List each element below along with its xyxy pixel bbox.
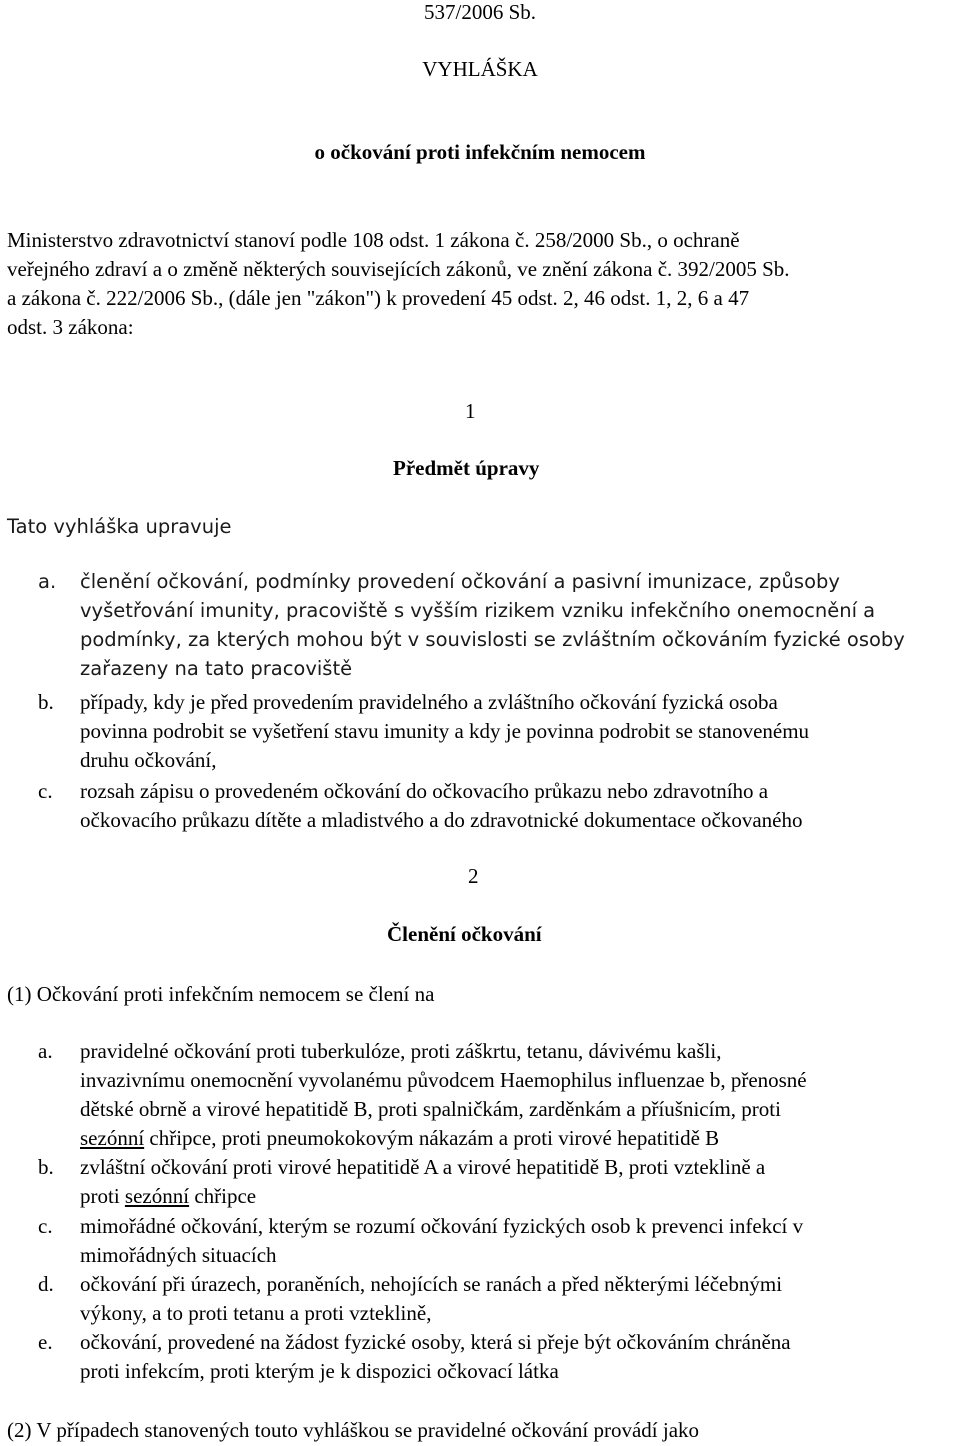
list-item-line: členění očkování, podmínky provedení očkování a pasivní imunizace, způsoby (80, 570, 840, 593)
list-item-line: podmínky, za kterých mohou být v souvislosti se zvláštním očkováním fyzické osoby (80, 628, 905, 651)
list-item-line: očkovacího průkazu dítěte a mladistvého a do zdravotnické dokumentace očkovaného (80, 808, 803, 832)
list-item-line: invazivnímu onemocnění vyvolanému původcem Haemophilus influenzae b, přenosné (80, 1068, 807, 1092)
preamble-line: veřejného zdraví a o změně některých souvisejících zákonů, ve znění zákona č. 392/2005 Sb. (7, 257, 790, 281)
section-1-number: 1 (465, 399, 476, 423)
document-type: VYHLÁŠKA (422, 57, 538, 81)
list-item-line: dětské obrně a virové hepatitidě B, proti spalničkám, zarděnkám a příušnicím, proti (80, 1097, 781, 1121)
list-item-line: druhu očkování, (80, 748, 217, 772)
list-marker: c. (38, 779, 53, 803)
list-item-line: pravidelné očkování proti tuberkulóze, proti záškrtu, tetanu, dávivému kašli, (80, 1039, 722, 1063)
list-item-line: vyšetřování imunity, pracoviště s vyšším rizikem vzniku infekčního onemocnění a (80, 599, 876, 622)
list-item-line (80, 1126, 719, 1151)
list-item-line: očkování, provedené na žádost fyzické osoby, která si přeje být očkováním chráněna (80, 1330, 791, 1354)
list-marker: b. (38, 1155, 54, 1179)
line-rest: chřipce, proti pneumokokovým nákazám a proti virové hepatitidě B (144, 1126, 720, 1150)
preamble-line: Ministerstvo zdravotnictví stanoví podle 108 odst. 1 zákona č. 258/2000 Sb., o ochraně (7, 228, 740, 252)
section-2-heading: Členění očkování (387, 922, 542, 946)
list-item-line: zařazeny na tato pracoviště (80, 657, 353, 680)
list-marker: b. (38, 690, 54, 714)
document-title: o očkování proti infekčním nemocem (314, 140, 646, 164)
section-2-intro: (1) Očkování proti infekčním nemocem se člení na (7, 982, 435, 1006)
list-marker: a. (38, 1039, 53, 1063)
list-marker: c. (38, 1214, 53, 1238)
list-item-line: rozsah zápisu o provedeném očkování do očkovacího průkazu nebo zdravotního a (80, 779, 769, 803)
line-prefix: proti (80, 1184, 125, 1208)
list-item-line: proti infekcím, proti kterým je k dispozici očkovací látka (80, 1359, 559, 1383)
list-marker: a. (38, 570, 57, 593)
section-1-heading: Předmět úpravy (393, 456, 540, 480)
list-item-line (80, 1184, 256, 1209)
document-number: 537/2006 Sb. (423, 0, 536, 24)
section-1-intro: Tato vyhláška upravuje (7, 515, 232, 538)
section-2-number: 2 (468, 864, 479, 888)
list-item-line: případy, kdy je před provedením pravidelného a zvláštního očkování fyzická osoba (80, 690, 778, 714)
list-item-line: zvláštní očkování proti virové hepatitidě A a virové hepatitidě B, proti vzteklině a (80, 1155, 766, 1179)
underlined-term: sezónní (80, 1126, 145, 1150)
line-rest: chřipce (189, 1184, 257, 1208)
section-2-paragraph-2: (2) V případech stanovených touto vyhláškou se pravidelné očkování provádí jako (7, 1418, 700, 1442)
list-item-line: výkony, a to proti tetanu a proti vzteklině, (80, 1301, 432, 1325)
list-item-line: mimořádných situacích (80, 1243, 277, 1267)
list-item-line: mimořádné očkování, kterým se rozumí očkování fyzických osob k prevenci infekcí v (80, 1214, 804, 1238)
list-marker: e. (38, 1330, 53, 1354)
list-item-line: očkování při úrazech, poraněních, nehojících se ranách a před některými léčebnými (80, 1272, 783, 1296)
list-item-line: povinna podrobit se vyšetření stavu imunity a kdy je povinna podrobit se stanovenému (80, 719, 810, 743)
underlined-term: sezónní (124, 1184, 190, 1208)
preamble-line: odst. 3 zákona: (7, 315, 134, 339)
preamble-line: a zákona č. 222/2006 Sb., (dále jen "zákon") k provedení 45 odst. 2, 46 odst. 1, 2, 6 a 47 (7, 286, 750, 310)
list-marker: d. (38, 1272, 54, 1296)
